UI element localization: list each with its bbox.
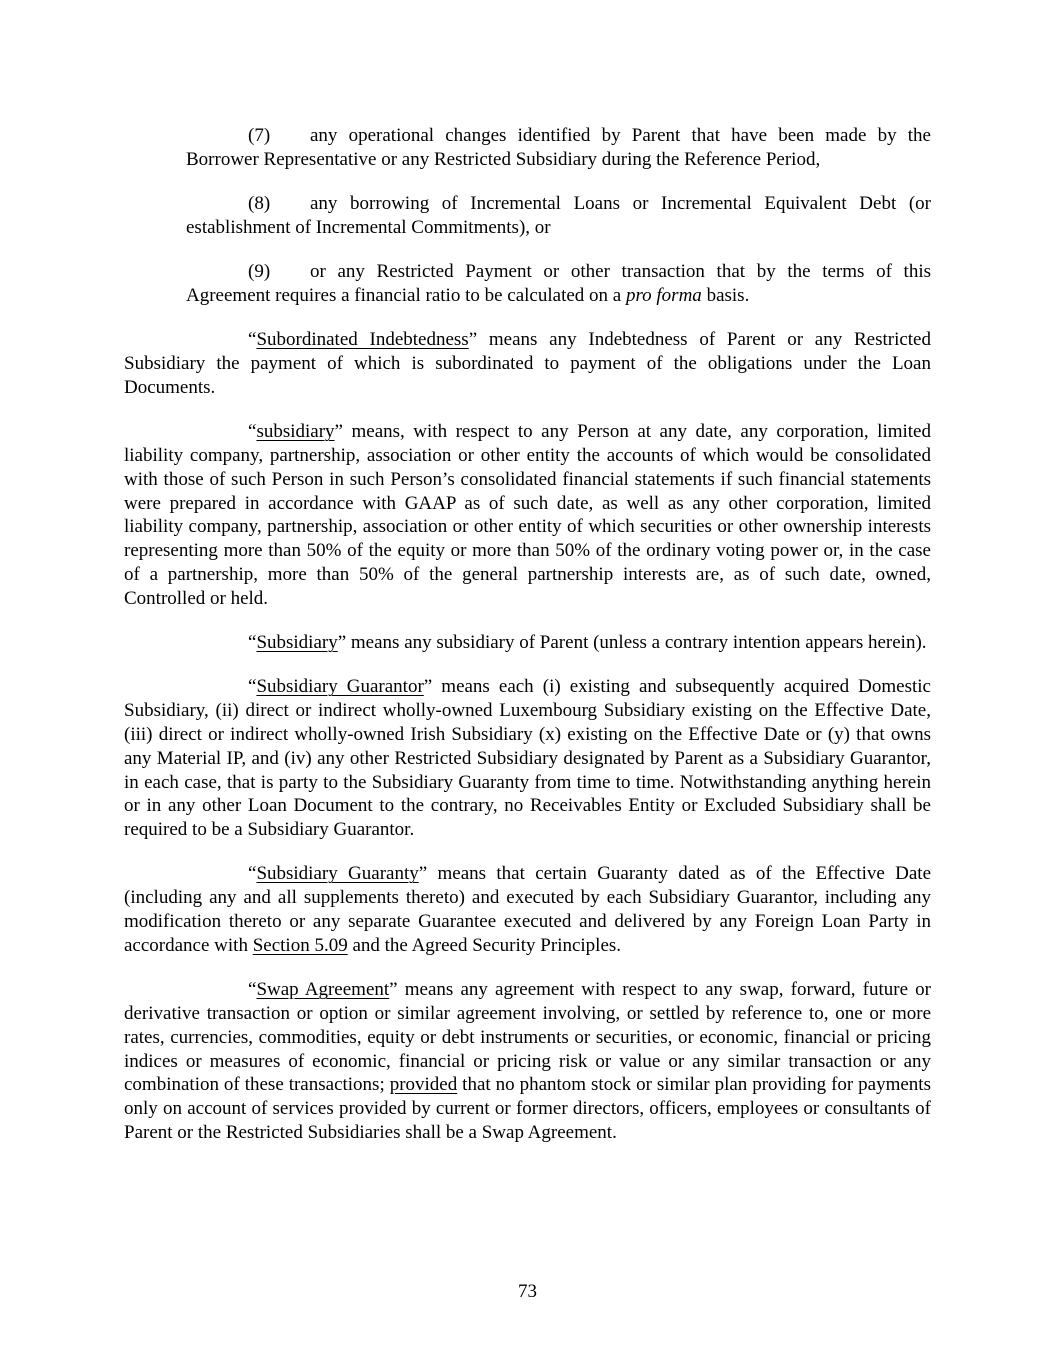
page-number: 73 bbox=[518, 1281, 537, 1302]
definition-subordinated-indebtedness: “Subordinated Indebtedness” means any Indebtedness of Parent or any Restricted Subsidiary the payment of which is subordinated to payment of the obligations under the Loan Documents. bbox=[124, 329, 931, 398]
defined-term: Subordinated Indebtedness bbox=[256, 329, 469, 351]
defined-term: Subsidiary bbox=[256, 632, 338, 654]
definition-subsidiary-guaranty: “Subsidiary Guaranty” means that certain Guaranty dated as of the Effective Date (including any and all supplements thereto) and executed by each Subsidiary Guarantor, including any modification thereto or any separate Guarantee executed and delivered by any Foreign Loan Party in accordance with Section 5.09 and the Agreed Security Principles. bbox=[124, 863, 931, 956]
defined-term: Swap Agreement bbox=[256, 979, 390, 1001]
definition-text: means any subsidiary of Parent (unless a contrary intention appears herein). bbox=[346, 632, 927, 654]
defined-term: Subsidiary Guarantor bbox=[256, 676, 424, 698]
list-item-9 bbox=[186, 260, 931, 308]
list-item-7 bbox=[186, 124, 931, 172]
definition-subsidiary-guarantor: “Subsidiary Guarantor” means each (i) existing and subsequently acquired Domestic Subsidiary, (ii) direct or indirect wholly-owned Luxembourg Subsidiary existing on the Effective Date, (iii) direct or indirect wholly-owned Irish Subsidiary (x) existing on the Effective Date or (y) that owns any Material IP, and (iv) any other Restricted Subsidiary designated by Parent as a Subsidiary Guarantor, in each case, that is party to the Subsidiary Guaranty from time to time. Notwithstanding anything herein or in any other Loan Document to the contrary, no Receivables Entity or Excluded Subsidiary shall be required to be a Subsidiary Guarantor. bbox=[124, 676, 931, 841]
definition-text-end: and the Agreed Security Principles. bbox=[347, 934, 622, 956]
definition-swap-agreement: “Swap Agreement” means any agreement with respect to any swap, forward, future or derivative transaction or option or similar agreement involving, or settled by reference to, one or more rates, currencies, commodities, equity or debt instruments or securities, or economic, financial or pricing indices or measures of economic, financial or pricing risk or value or any similar transaction or any combination of these transactions; provided that no phantom stock or similar plan providing for payments only on account of services provided by current or former directors, officers, employees or consultants of Parent or the Restricted Subsidiaries shall be a Swap Agreement. bbox=[124, 979, 931, 1143]
definition-text: means, with respect to any Person at any date, any corporation, limited liability company, partnership, association or other entity the accounts of which would be consolidated with those of such Person in such Person’s consolidated financial statements if such financial statements were prepared in accordance with GAAP as of such date, as well as any other corporation, limited liability company, partnership, association or other entity of which securities or other ownership interests representing more than 50% of the equity or more than 50% of the ordinary voting power or, in the case of a partnership, more than 50% of the general partnership interests are, as of such date, owned, Controlled or held. bbox=[124, 421, 931, 609]
definition-text: means that certain Guaranty dated as of the Effective Date (including any and all supplements thereto) and executed by each Subsidiary Guarantor, including any modification thereto or any separate Guarantee executed and delivered by any Foreign Loan Party in accordance with bbox=[124, 863, 931, 956]
item-number: (8) bbox=[248, 193, 271, 215]
definition-text: means each (i) existing and subsequently acquired Domestic Subsidiary, (ii) direct or indirect wholly-owned Luxembourg Subsidiary existing on the Effective Date, (iii) direct or indirect wholly-owned Irish Subsidiary (x) existing on the Effective Date or (y) that owns any Material IP, and (iv) any other Restricted Subsidiary designated by Parent as a Subsidiary Guarantor, in each case, that is party to the Subsidiary Guaranty from time to time. Notwithstanding anything herein or in any other Loan Document to the contrary, no Receivables Entity or Excluded Subsidiary shall be required to be a Subsidiary Guarantor. bbox=[124, 676, 931, 841]
item-number: (9) bbox=[248, 261, 271, 283]
item-text: or any Restricted Payment or other transaction that by the terms of this Agreement requires a financial ratio to be calculated on a bbox=[186, 261, 931, 306]
defined-term: subsidiary bbox=[256, 421, 335, 443]
definition-text: means any agreement with respect to any swap, forward, future or derivative transaction or option or similar agreement involving, or settled by reference to, one or more rates, currencies, commodities, equity or debt instruments or securities, or economic, financial or pricing indices or measures of economic, financial or pricing risk or value or any similar transaction or any combination of these transactions; bbox=[124, 979, 931, 1096]
definition-subsidiary-lower: “subsidiary” means, with respect to any Person at any date, any corporation, limited liability company, partnership, association or other entity the accounts of which would be consolidated with those of such Person in such Person’s consolidated financial statements if such financial statements were prepared in accordance with GAAP as of such date, as well as any other corporation, limited liability company, partnership, association or other entity of which securities or other ownership interests representing more than 50% of the equity or more than 50% of the ordinary voting power or, in the case of a partnership, more than 50% of the general partnership interests are, as of such date, owned, Controlled or held. bbox=[124, 421, 931, 609]
definition-text: means any Indebtedness of Parent or any Restricted Subsidiary the payment of which is subordinated to payment of the obligations under the Loan Documents. bbox=[124, 329, 931, 398]
item-text: any borrowing of Incremental Loans or Incremental Equivalent Debt (or establishment of Incremental Commitments), or bbox=[186, 193, 931, 238]
item-text: any operational changes identified by Parent that have been made by the Borrower Representative or any Restricted Subsidiary during the Reference Period, bbox=[186, 125, 931, 170]
italic-term: pro forma bbox=[625, 284, 702, 306]
provided-term: provided bbox=[389, 1074, 458, 1096]
list-item-8 bbox=[186, 192, 931, 240]
definition-text-end: that no phantom stock or similar plan providing for payments only on account of services provided by current or former directors, officers, employees or consultants of Parent or the Restricted Subsidiaries shall be a Swap Agreement. bbox=[124, 1074, 931, 1143]
definition-subsidiary-upper: “Subsidiary” means any subsidiary of Parent (unless a contrary intention appears herein). bbox=[248, 632, 927, 654]
section-reference: Section 5.09 bbox=[252, 934, 348, 956]
defined-term: Subsidiary Guaranty bbox=[256, 863, 419, 885]
document-page bbox=[124, 124, 931, 1165]
item-number: (7) bbox=[248, 125, 271, 146]
item-text-end: basis. bbox=[701, 284, 750, 306]
